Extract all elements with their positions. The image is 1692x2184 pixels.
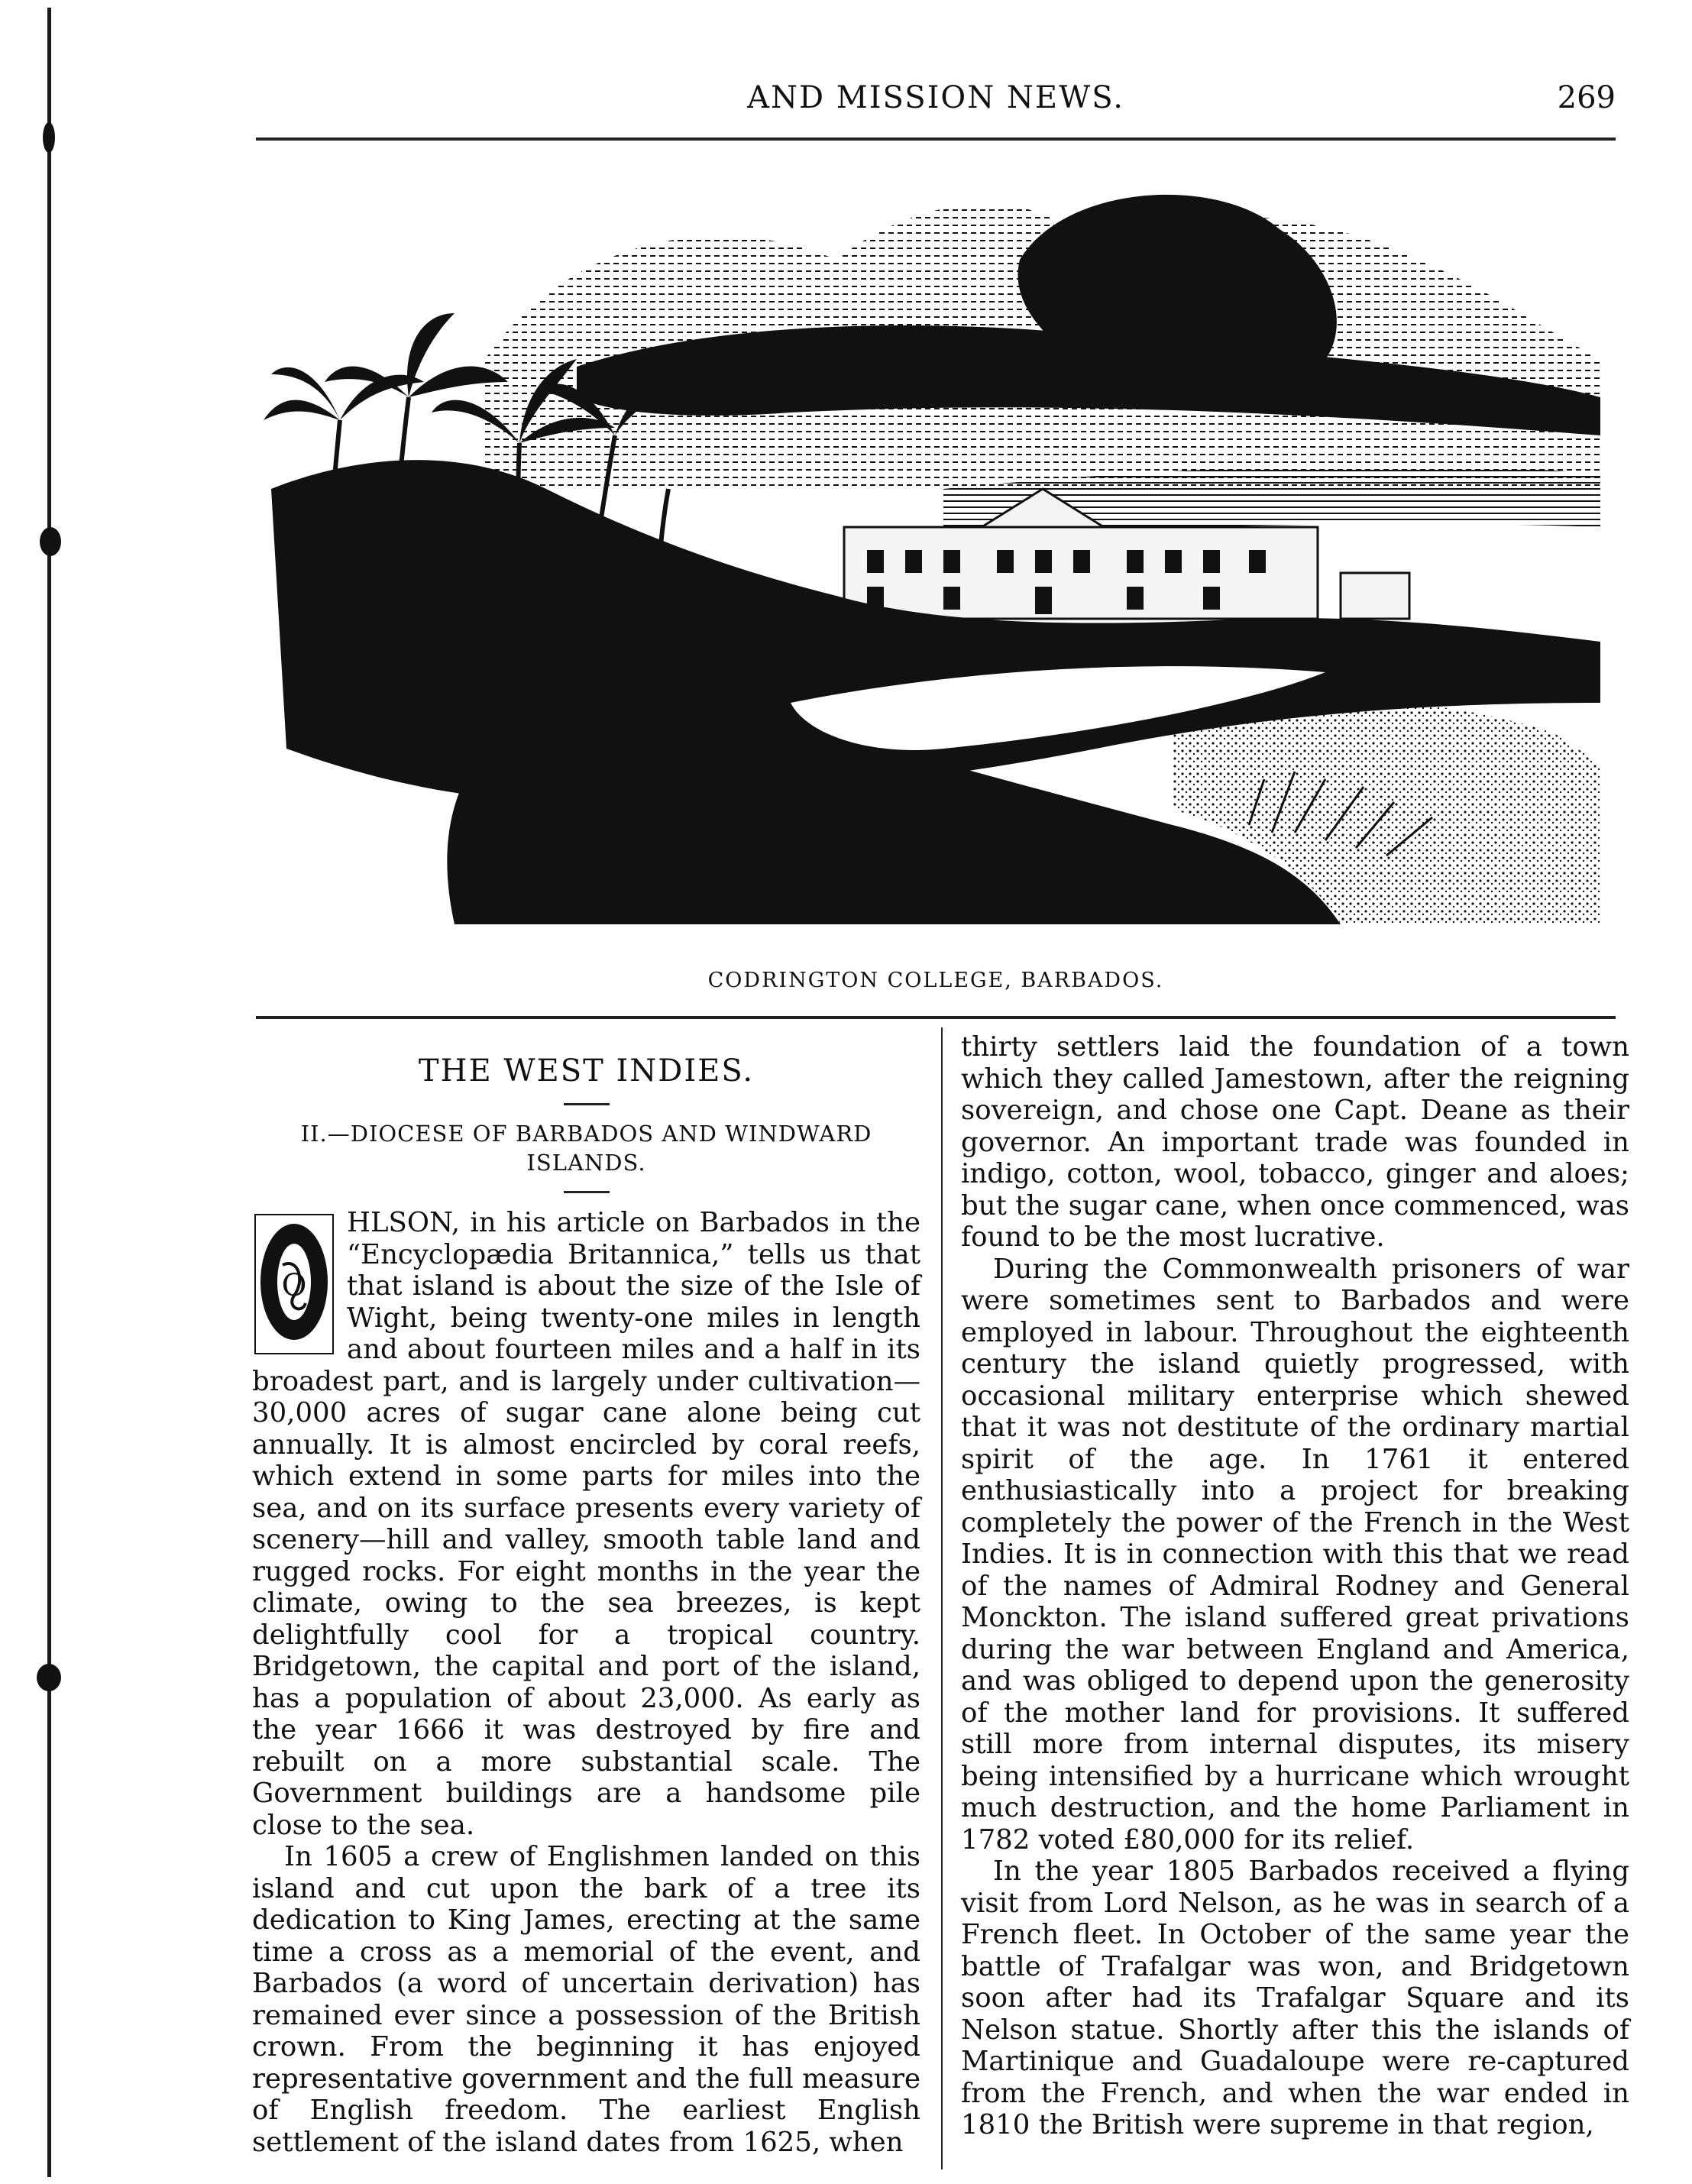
- binding-mark: [43, 122, 55, 153]
- paragraph: During the Commonwealth prisoners of war were sometimes sent to Barbados and were employed in labour. Throughout the eighteenth century the island quietly progressed, with occasional military enterprise which shewed that it was not destitute of the ordinary martial spirit of the age. In 1761 it entered enthusiastically into a project for breaking completely the power of the French in the West Indies. It is in connection with this that we read of the names of Admiral Rodney and General Monckton. The island suffered great privations during the war between England and America, and was obliged to depend upon the generosity of the mother land for provisions. It suffered still more from internal disputes, its misery being intensified by a hurricane which wrought much destruction, and the home Parliament in 1782 voted £80,000 for its relief.: [961, 1253, 1629, 1856]
- engraving-illustration: [256, 168, 1616, 936]
- paragraph: In the year 1805 Barbados received a flying visit from Lord Nelson, as he was in search of a French fleet. In October of the same year the battle of Trafalgar was won, and Bridgetown soon after had its Trafalgar Square and its Nelson statue. Shortly after this the islands of Martinique and Guadaloupe were re-captured from the French, and when the war ended in 1810 the British were supreme in that region,: [961, 1856, 1629, 2140]
- subtitle-rule: [564, 1191, 610, 1193]
- title-rule: [564, 1103, 610, 1105]
- codrington-college-engraving: [256, 168, 1616, 936]
- page-binding-edge: [47, 8, 51, 2177]
- paragraph: thirty settlers laid the foundation of a town which they called Jamestown, after the reigning sovereign, and chose one Capt. Deane as their governor. An important trade was founded in indigo, cotton, wool, tobacco, ginger and aloes; but the sugar cane, when once commenced, was found to be the most lucrative.: [961, 1031, 1629, 1253]
- binding-mark: [37, 1664, 61, 1691]
- right-column: [961, 1031, 1629, 2141]
- paragraph: In 1605 a crew of Englishmen landed on this island and cut upon the bark of a tree its dedication to King James, erecting at the same time a cross as a memorial of the event, and Barbados (a word of uncertain derivation) has remained ever since a possession of the British crown. From the beginning it has enjoyed representative government and the full measure of English freedom. The earliest English settlement of the island dates from 1625, when: [252, 1841, 920, 2158]
- page-number: 269: [1557, 80, 1616, 115]
- dropcap-letter: O: [281, 1268, 307, 1303]
- column-divider: [941, 1027, 943, 2169]
- caption-rule: [256, 1016, 1616, 1019]
- article-title: THE WEST INDIES.: [418, 1053, 755, 1089]
- article-subtitle: II.—DIOCESE OF BARBADOS AND WINDWARD ISLANDS.: [300, 1121, 872, 1176]
- page-header: [256, 80, 1616, 141]
- ornamental-dropcap: [252, 1212, 336, 1357]
- running-head: AND MISSION NEWS.: [747, 80, 1124, 115]
- paragraph: HLSON, in his article on Barbados in the “Encyclopædia Britannica,” tells us that that island is about the size of the Isle of Wight, being twenty-one miles in length and about fourteen miles and a half in its broadest part, and is largely under cultivation—30,000 acres of sugar cane alone being cut annually. It is almost encircled by coral reefs, which extend in some parts for miles into the sea, and on its surface presents every variety of scenery—hill and valley, smooth table land and rugged rocks. For eight months in the year the climate, owing to the sea breezes, is kept delightfully cool for a tropical country. Bridgetown, the capital and port of the island, has a population of about 23,000. As early as the year 1666 it was destroyed by fire and rebuilt on a more substantial scale. The Government buildings are a handsome pile close to the sea.: [252, 1207, 920, 1841]
- illustration-caption: CODRINGTON COLLEGE, BARBADOS.: [707, 969, 1164, 992]
- binding-mark: [40, 527, 61, 556]
- left-column: [252, 1031, 920, 2158]
